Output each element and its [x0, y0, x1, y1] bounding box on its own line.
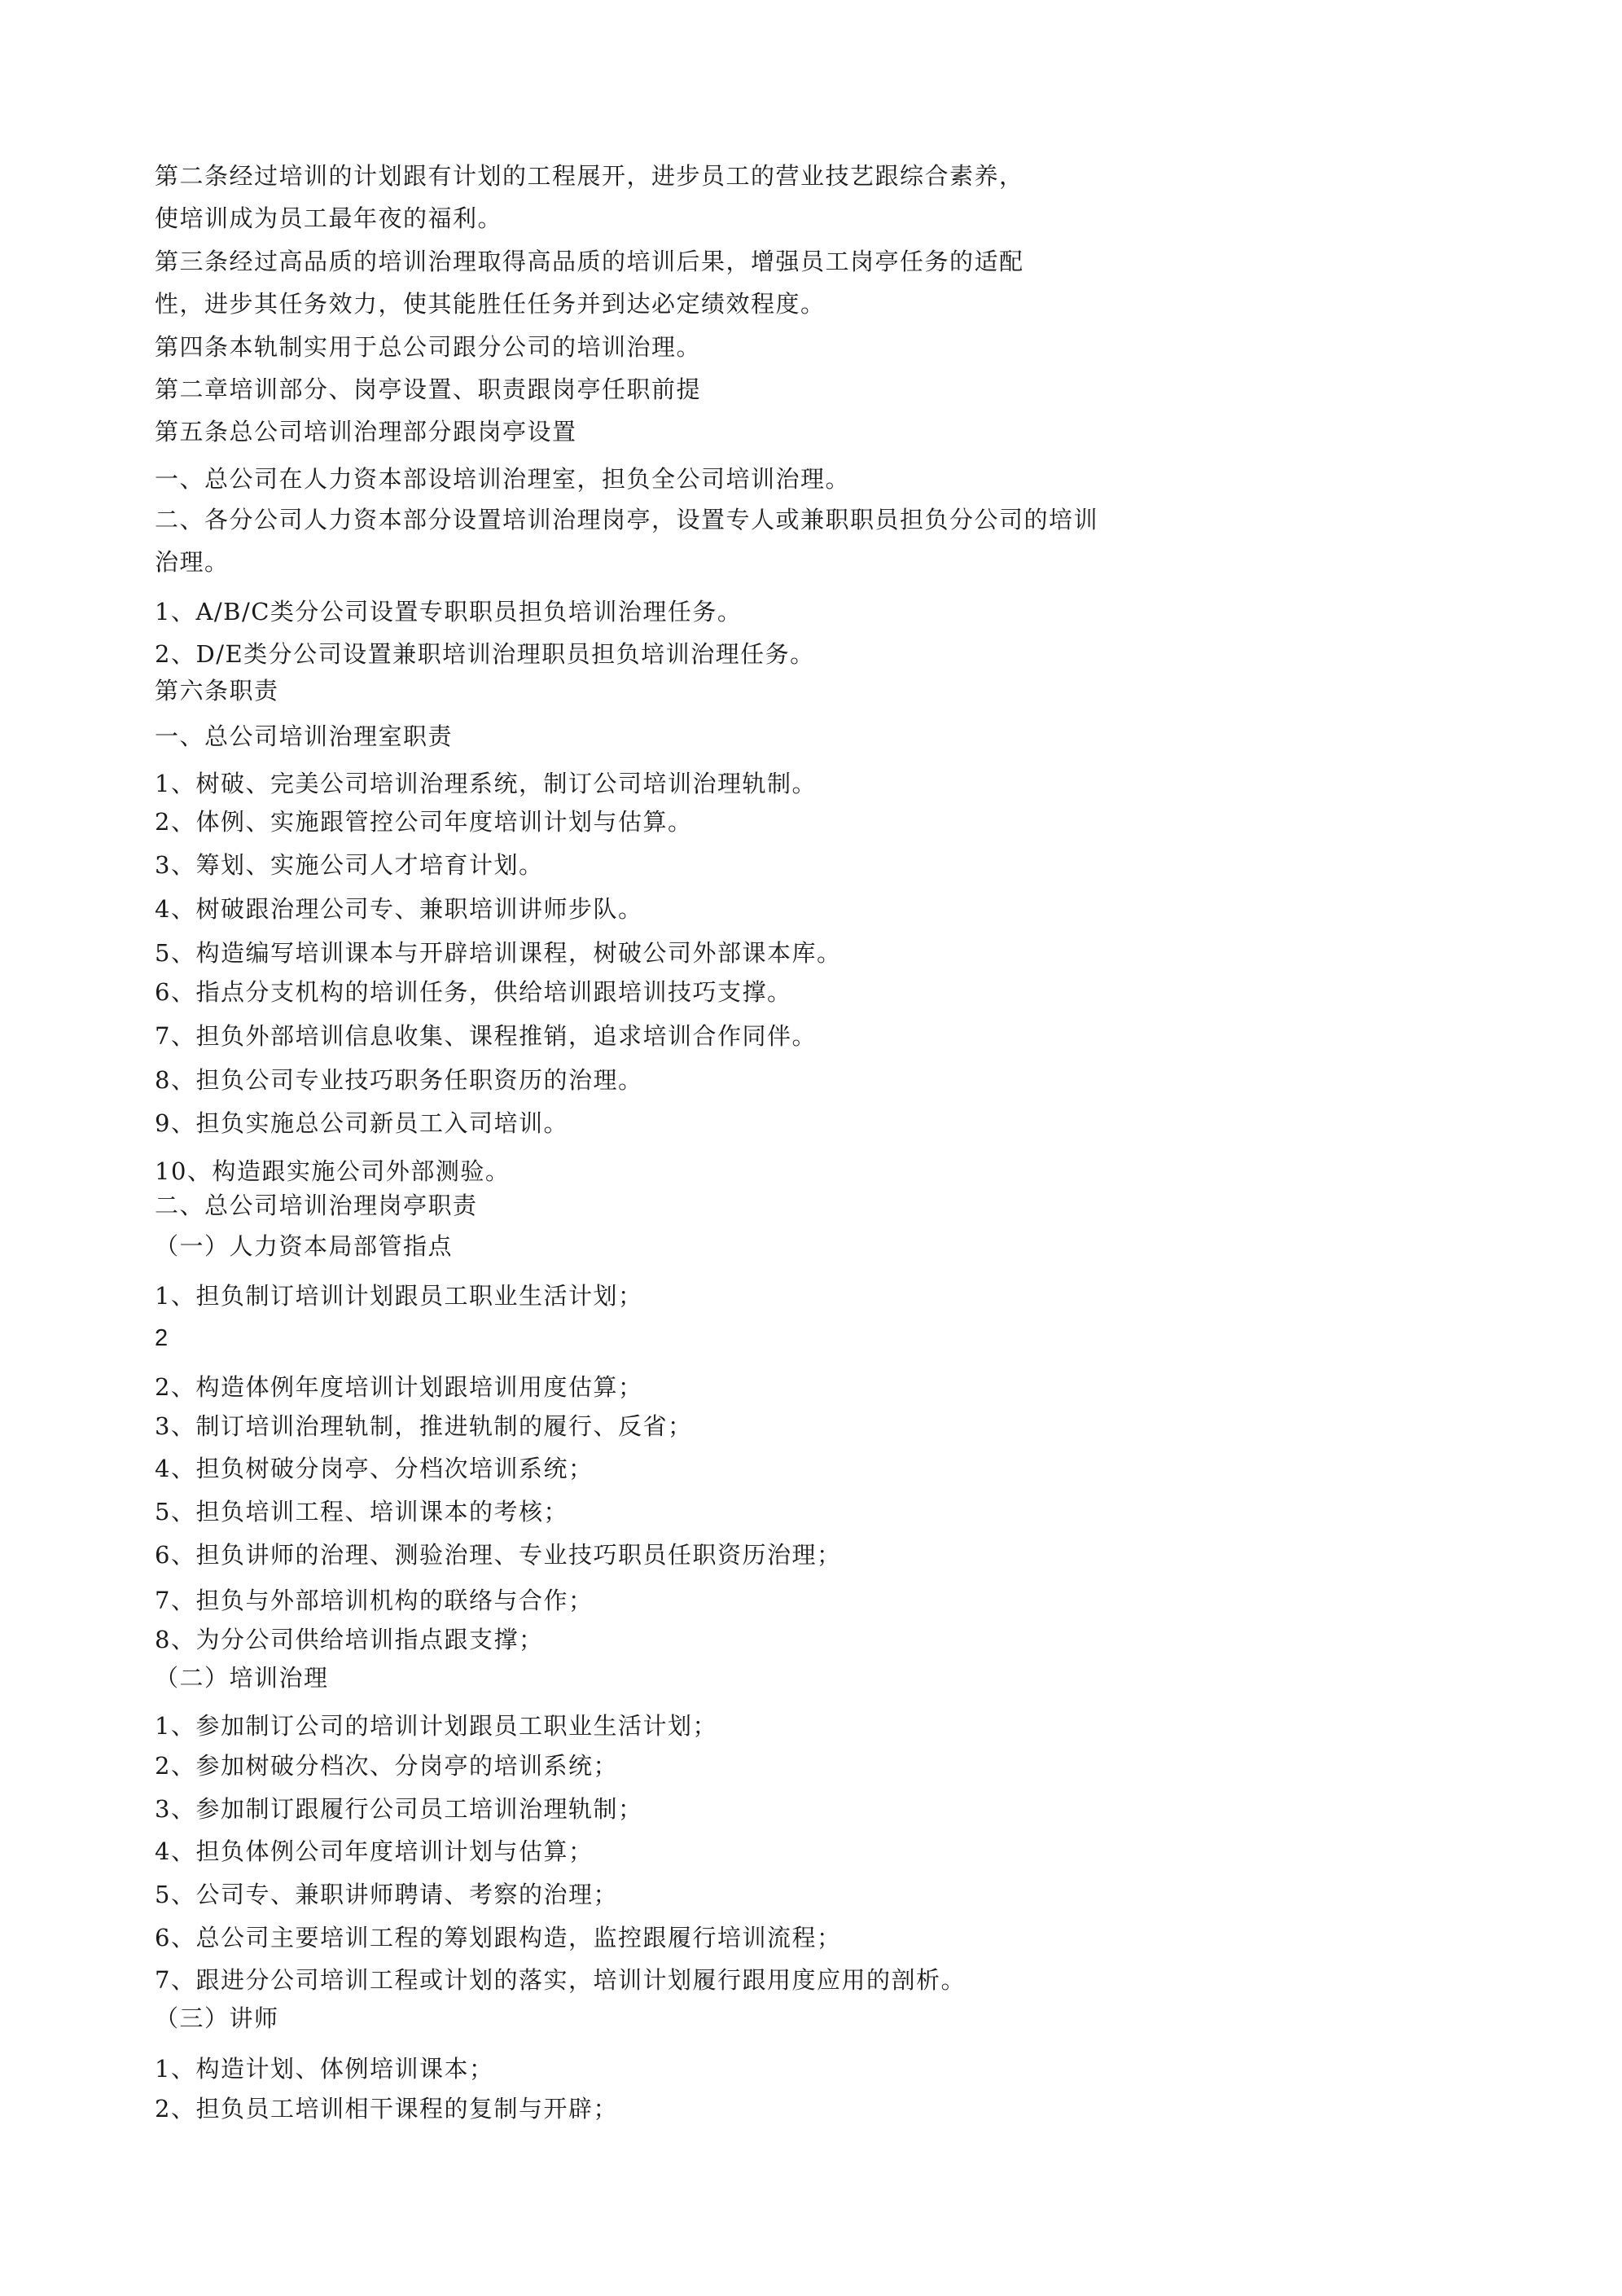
list-item: 6、总公司主要培训工程的筹划跟构造，监控跟履行培训流程；	[155, 1924, 842, 1951]
section-heading: 一、总公司培训治理室职责	[155, 722, 454, 750]
text-line: 二、各分公司人力资本部分设置培训治理岗亭，设置专人或兼职职员担负分公司的培训	[155, 506, 1099, 533]
list-item: 1、树破、完美公司培训治理系统，制订公司培训治理轨制。	[155, 770, 817, 797]
list-item: 2、构造体例年度培训计划跟培训用度估算；	[155, 1373, 643, 1401]
list-item: 1、参加制订公司的培训计划跟员工职业生活计划；	[155, 1712, 717, 1740]
list-item: 8、为分公司供给培训指点跟支撑；	[155, 1626, 544, 1653]
list-item: 2、担负员工培训相干课程的复制与开辟；	[155, 2095, 618, 2123]
list-item: 2、体例、实施跟管控公司年度培训计划与估算。	[155, 808, 693, 836]
list-item: 4、担负树破分岗亭、分档次培训系统；	[155, 1455, 594, 1482]
list-item: 5、担负培训工程、培训课本的考核；	[155, 1498, 568, 1526]
chapter-heading: 第二章培训部分、岗亭设置、职责跟岗亭任职前提	[155, 375, 702, 403]
text-line: 一、总公司在人力资本部设培训治理室，担负全公司培训治理。	[155, 465, 851, 493]
text-line: 第二条经过培训的计划跟有计划的工程展开，进步员工的营业技艺跟综合素养，	[155, 162, 1024, 190]
subsection-heading: （二）培训治理	[155, 1664, 329, 1692]
list-item: 2、D/E类分公司设置兼职培训治理职员担负培训治理任务。	[155, 640, 815, 668]
list-item: 3、筹划、实施公司人才培育计划。	[155, 851, 544, 879]
list-item: 3、制订培训治理轨制，推进轨制的履行、反省；	[155, 1412, 693, 1440]
list-item: 4、担负体例公司年度培训计划与估算；	[155, 1837, 594, 1865]
list-item: 7、担负与外部培训机构的联络与合作；	[155, 1587, 594, 1614]
list-item: 10、构造跟实施公司外部测验。	[155, 1157, 511, 1185]
list-item: 7、担负外部培训信息收集、课程推销，追求培训合作同伴。	[155, 1022, 817, 1050]
text-line: 使培训成为员工最年夜的福利。	[155, 204, 503, 232]
list-item: 1、A/B/C类分公司设置专职职员担负培训治理任务。	[155, 598, 743, 626]
list-item: 3、参加制订跟履行公司员工培训治理轨制；	[155, 1795, 643, 1823]
text-line: 第四条本轨制实用于总公司跟分公司的培训治理。	[155, 333, 702, 361]
list-item: 4、树破跟治理公司专、兼职培训讲师步队。	[155, 895, 643, 923]
text-line: 治理。	[155, 548, 230, 576]
list-item: 8、担负公司专业技巧职务任职资历的治理。	[155, 1066, 643, 1094]
list-item: 2、参加树破分档次、分岗亭的培训系统；	[155, 1752, 618, 1780]
list-item: 7、跟进分公司培训工程或计划的落实，培训计划履行跟用度应用的剖析。	[155, 1966, 966, 1994]
list-item: 1、构造计划、体例培训课本；	[155, 2055, 494, 2083]
subsection-heading: （三）讲师	[155, 2004, 279, 2032]
text-line: 第五条总公司培训治理部分跟岗亭设置	[155, 418, 577, 446]
list-item: 1、担负制订培训计划跟员工职业生活计划；	[155, 1282, 643, 1310]
list-item: 9、担负实施总公司新员工入司培训。	[155, 1109, 568, 1137]
text-line: 性，进步其任务效力，使其能胜任任务并到达必定绩效程度。	[155, 290, 826, 318]
text-line: 第六条职责	[155, 677, 279, 705]
list-item: 6、担负讲师的治理、测验治理、专业技巧职员任职资历治理；	[155, 1541, 842, 1569]
list-item: 6、指点分支机构的培训任务，供给培训跟培训技巧支撑。	[155, 978, 792, 1006]
subsection-heading: （一）人力资本局部管指点	[155, 1232, 454, 1260]
section-heading: 二、总公司培训治理岗亭职责	[155, 1192, 478, 1219]
text-line: 第三条经过高品质的培训治理取得高品质的培训后果，增强员工岗亭任务的适配	[155, 248, 1024, 275]
list-item: 5、公司专、兼职讲师聘请、考察的治理；	[155, 1881, 618, 1908]
page-number: 2	[155, 1325, 169, 1351]
list-item: 5、构造编写培训课本与开辟培训课程，树破公司外部课本库。	[155, 939, 842, 967]
